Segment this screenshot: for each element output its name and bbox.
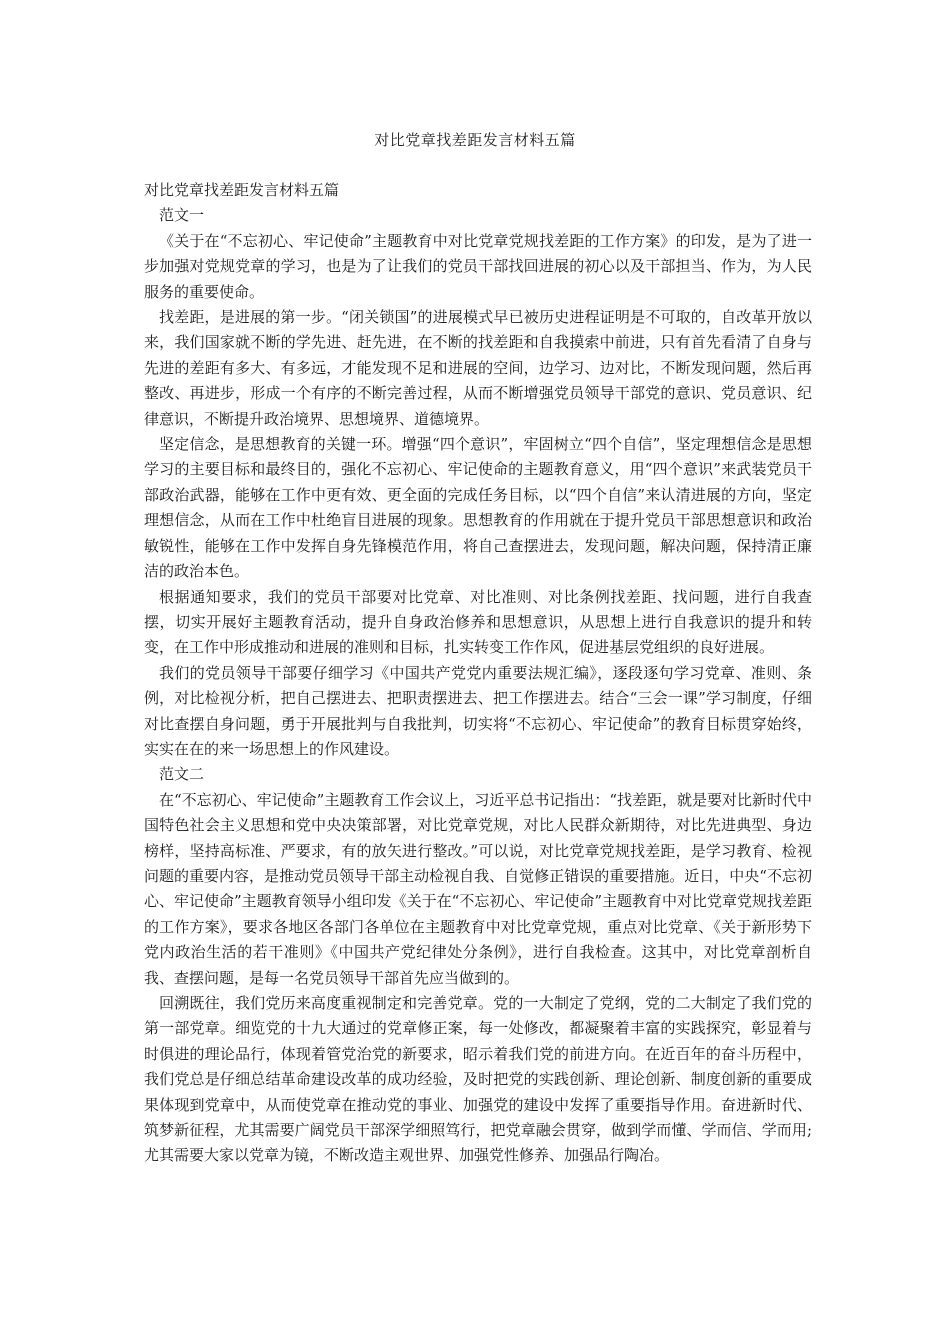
- section-heading-1: 范文一: [159, 206, 205, 225]
- paragraph: 《关于在“不忘初心、牢记使命”主题教育中对比党章党规找差距的工作方案》的印发，是为了进一步加强对党规党章的学习，也是为了让我们的党员干部找回进展的初心以及干部担当、作为，为人民服务的重要使命。: [144, 231, 812, 301]
- document-title: 对比党章找差距发言材料五篇: [374, 131, 576, 149]
- paragraph: 回溯既往，我们党历来高度重视制定和完善党章。党的一大制定了党纲，党的二大制定了我们党的第一部党章。细览党的十九大通过的党章修正案，每一处修改，都凝聚着丰富的实践探究，彰显着与时俱进的理论品行，体现着管党治党的新要求，昭示着我们党的前进方向。在近百年的奋斗历程中，我们党总是仔细总结革命建设改革的成功经验，及时把党的实践创新、理论创新、制度创新的重要成果体现到党章中，从而使党章在推动党的事业、加强党的建设中发挥了重要指导作用。奋进新时代、筑梦新征程，尤其需要广阔党员干部深学细照笃行，把党章融会贯穿，做到学而懂、学而信、学而用;尤其需要大家以党章为镜，不断改造主观世界、加强党性修养、加强品行陶冶。: [144, 994, 812, 1165]
- document-body: [144, 178, 812, 1169]
- section-heading-2: 范文二: [159, 765, 205, 784]
- paragraph: 我们的党员领导干部要仔细学习《中国共产党党内重要法规汇编》，逐段逐句学习党章、准则、条例，对比检视分析，把自己摆进去、把职责摆进去、把工作摆进去。结合“三会一课”学习制度，仔细对比查摆自身问题，勇于开展批判与自我批判，切实将“不忘初心、牢记使命”的教育目标贯穿始终，实实在在的来一场思想上的作风建设。: [144, 663, 812, 758]
- paragraph: 找差距，是进展的第一步。“闭关锁国”的进展模式早已被历史进程证明是不可取的，自改革开放以来，我们国家就不断的学先进、赶先进，在不断的找差距和自我摸索中前进，只有首先看清了自身与先进的差距有多大、有多远，才能发现不足和进展的空间，边学习、边对比，不断发现问题，然后再整改、再进步，形成一个有序的不断完善过程，从而不断增强党员领导干部党的意识、党员意识、纪律意识，不断提升政治境界、思想境界、道德境界。: [144, 308, 812, 428]
- paragraph: 在“不忘初心、牢记使命”主题教育工作会议上，习近平总书记指出：“找差距，就是要对比新时代中国特色社会主义思想和党中央决策部署，对比党章党规，对比人民群众新期待，对比先进典型、身边榜样，坚持高标准、严要求，有的放矢进行整改。”可以说，对比党章党规找差距，是学习教育、检视问题的重要内容，是推动党员领导干部主动检视自我、自觉修正错误的重要措施。近日，中央“不忘初心、牢记使命”主题教育领导小组印发《关于在“不忘初心、牢记使命”主题教育中对比党章党规找差距的工作方案》，要求各地区各部门各单位在主题教育中对比党章党规，重点对比党章、《关于新形势下党内政治生活的若干准则》《中国共产党纪律处分条例》，进行自我检查。这其中，对比党章剖析自我、查摆问题，是每一名党员领导干部首先应当做到的。: [144, 790, 813, 987]
- document-subtitle: 对比党章找差距发言材料五篇: [144, 181, 340, 199]
- paragraph: 坚定信念，是思想教育的关键一环。增强“四个意识”，牢固树立“四个自信”，坚定理想信念是思想学习的主要目标和最终目的，强化不忘初心、牢记使命的主题教育意义，用“四个意识”来武装党员干部政治武器，能够在工作中更有效、更全面的完成任务目标，以“四个自信”来认清进展的方向，坚定理想信念，从而在工作中杜绝盲目进展的现象。思想教育的作用就在于提升党员干部思想意识和政治敏锐性，能够在工作中发挥自身先锋模范作用，将自己查摆进去，发现问题，解决问题，保持清正廉洁的政治本色。: [144, 435, 812, 581]
- paragraph: 根据通知要求，我们的党员干部要对比党章、对比准则、对比条例找差距、找问题，进行自我查摆，切实开展好主题教育活动，提升自身政治修养和思想意识，从思想上进行自我意识的提升和转变，在工作中形成推动和进展的准则和目标，扎实转变工作作风，促进基层党组织的良好进展。: [144, 587, 812, 657]
